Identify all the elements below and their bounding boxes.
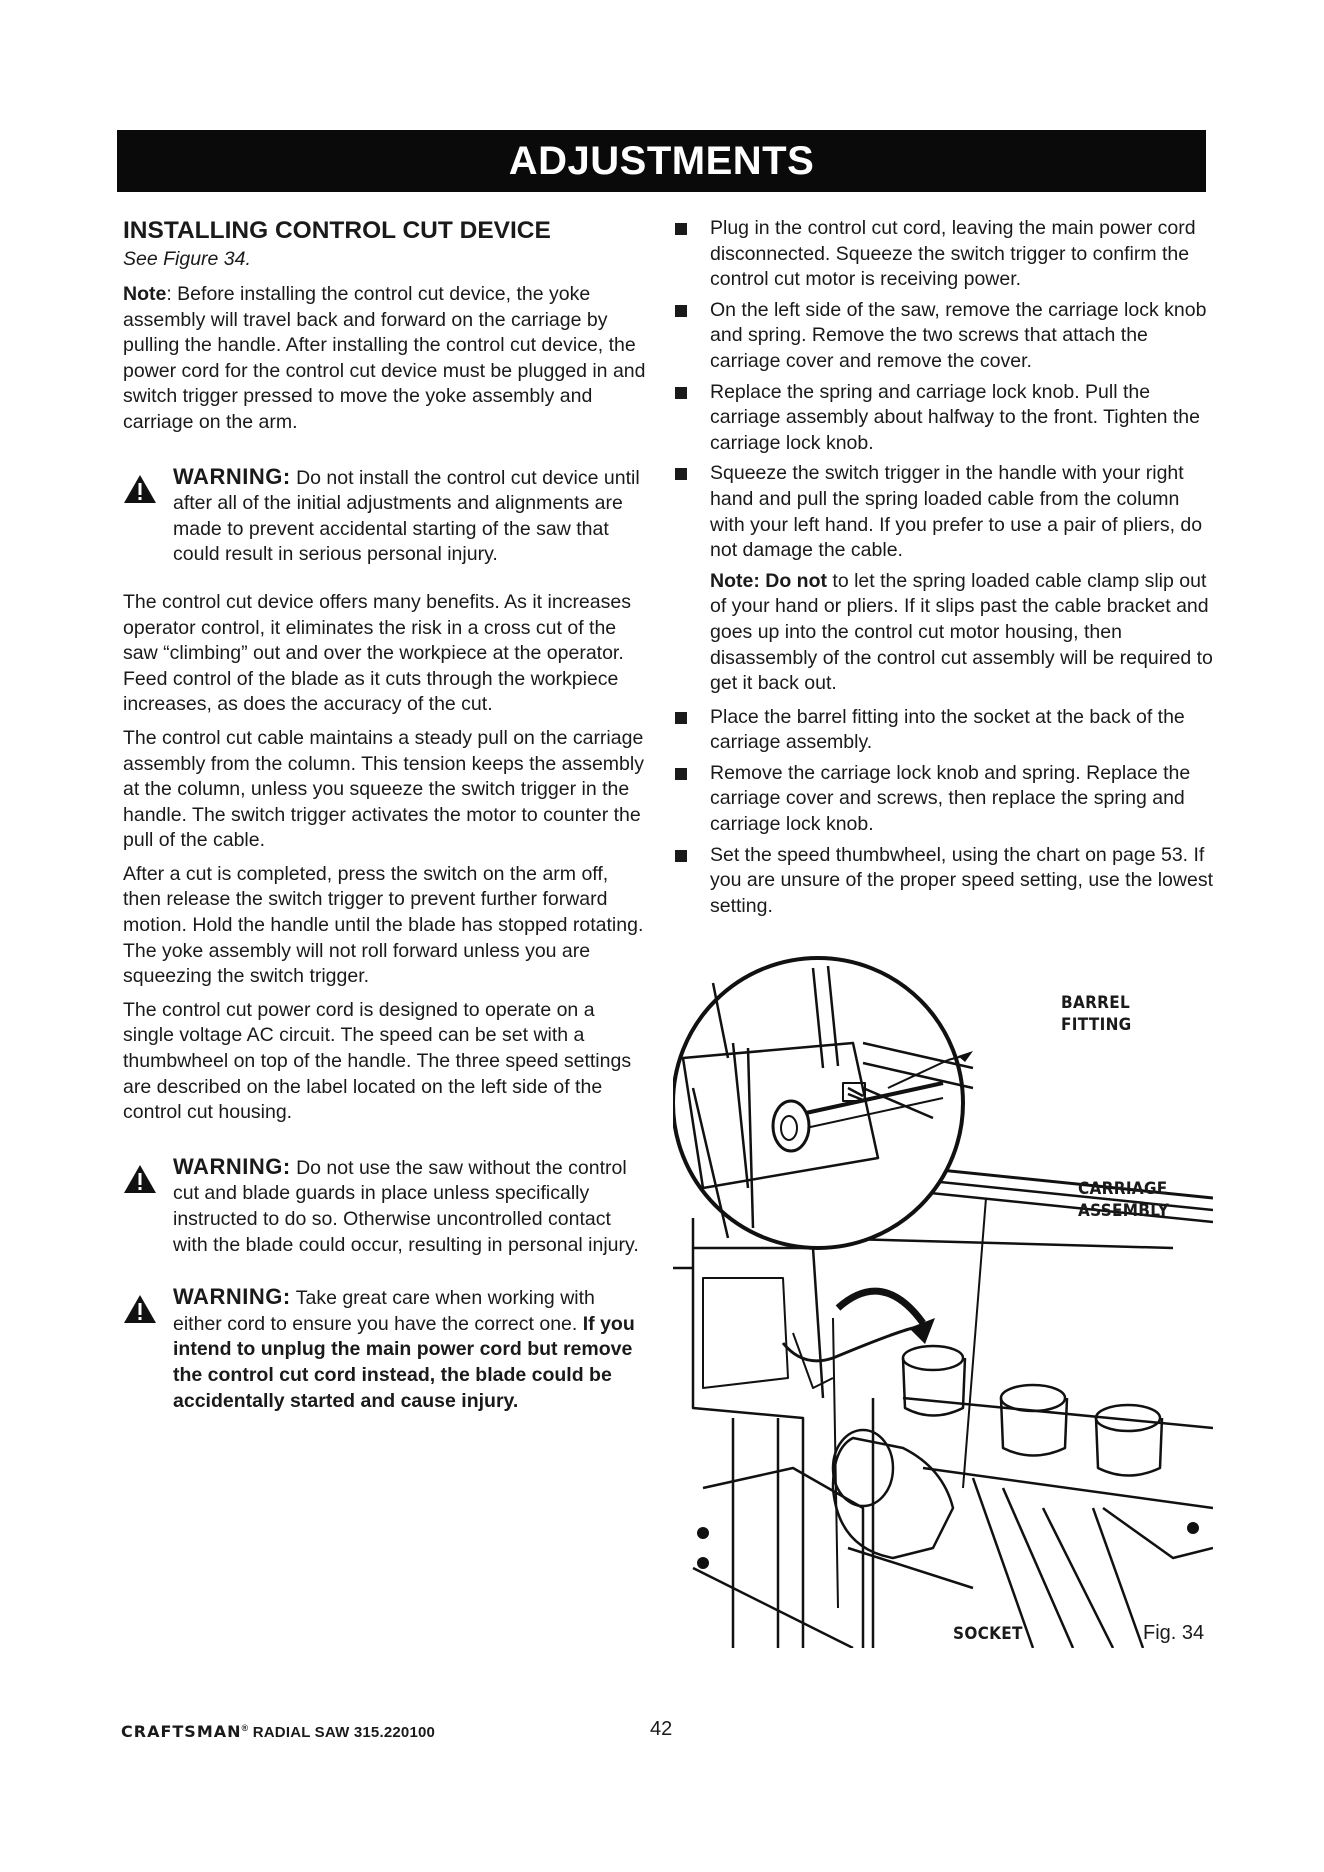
warning-label: WARNING: [173, 1153, 291, 1179]
list-item: Remove the carriage lock knob and spring. Replace the carriage cover and screws, then replace the spring and carriage lock knob. [673, 761, 1213, 838]
list-item: Set the speed thumbwheel, using the chart on page 53. If you are unsure of the proper speed setting, use the lowest setting. [673, 843, 1213, 920]
warning-label: WARNING: [173, 1284, 291, 1310]
list-item: Squeeze the switch trigger in the handle with your right hand and pull the spring loaded cable from the column with your left hand. If you prefer to use a pair of pliers, do not damage the cable. [673, 461, 1213, 563]
section-banner [117, 130, 1206, 192]
bullet-square-icon [675, 468, 687, 480]
socket-label: SOCKET [953, 1624, 1023, 1644]
instruction-list-continued [673, 705, 1213, 920]
bullet-square-icon [675, 712, 687, 724]
warning-bold-text: If you intend to unplug the main power cord but remove the control cut cord instead, the blade could be accidentally started and cause injury. [173, 1312, 635, 1412]
section-title: INSTALLING CONTROL CUT DEVICE [123, 217, 551, 244]
left-column [123, 216, 648, 1436]
craftsman-logo: CRAFTSMAN [121, 1722, 242, 1741]
paragraph: The control cut cable maintains a steady pull on the carriage assembly from the column. This tension keeps the assembly at the column, unless you squeeze the switch trigger in the handle. The switch trigger activates the motor to counter the pull of the cable. [123, 726, 644, 852]
bullet-square-icon [675, 387, 687, 399]
page-number: 42 [650, 1718, 673, 1740]
note-text: : Before installing the control cut device, the yoke assembly will travel back and forward on the carriage by pulling the handle. After installing the control cut device, the power cord for the control cut device must be plugged in and switch trigger pressed to move the yoke assembly and carriage on the arm. [123, 283, 646, 433]
warning-block-3 [123, 1284, 648, 1414]
instruction-list [673, 216, 1213, 564]
bullet-square-icon [675, 850, 687, 862]
list-item: Plug in the control cut cord, leaving the main power cord disconnected. Squeeze the switch trigger to confirm the control cut motor is receiving power. [673, 216, 1213, 293]
list-item: Place the barrel fitting into the socket at the back of the carriage assembly. [673, 705, 1213, 756]
figure-number: Fig. 34 [1143, 1622, 1205, 1644]
warning-block-1 [123, 464, 648, 568]
warning-text: Take great care when working with either cord to ensure you have the correct one. [173, 1287, 595, 1335]
warning-text: Do not install the control cut device until after all of the initial adjustments and alignments are made to prevent accidental starting of the saw that could result in serious personal injury. [173, 466, 640, 566]
paragraph: The control cut power cord is designed to operate on a single voltage AC circuit. The speed can be set with a thumbwheel on top of the handle. The three speed settings are described on the label located on the left side of the control cut housing. [123, 998, 632, 1124]
warning-label: WARNING: [173, 463, 291, 489]
footer-product: CRAFTSMAN® RADIAL SAW 315.220100 [121, 1722, 436, 1741]
figure-reference: See Figure 34. [123, 248, 251, 270]
list-item: Replace the spring and carriage lock knob. Pull the carriage assembly about halfway to the front. Tighten the carriage lock knob. [673, 380, 1213, 457]
intro-note [123, 282, 648, 436]
warning-triangle-icon [123, 1294, 157, 1324]
bullet-square-icon [675, 305, 687, 317]
note-label: Note [123, 283, 167, 305]
warning-text: Do not use the saw without the control cut and blade guards in place unless specifically instructed to do so. Otherwise uncontrolled contact with the blade could occur, resulting in personal injury. [173, 1156, 639, 1256]
warning-block-2 [123, 1154, 648, 1258]
warning-triangle-icon [123, 1164, 157, 1194]
list-item: On the left side of the saw, remove the carriage lock knob and spring. Remove the two screws that attach the carriage cover and remove the cover. [673, 298, 1213, 375]
figure-34 [673, 948, 1213, 1648]
paragraph: The control cut device offers many benefits. As it increases operator control, it eliminates the risk in a cross cut of the saw “climbing” out and over the workpiece at the operator. Feed control of the blade as it cuts through the workpiece increases, as does the accuracy of the cut. [123, 590, 631, 716]
saw-carriage-illustration [673, 948, 1213, 1648]
cable-note [673, 569, 1213, 697]
bullet-square-icon [675, 223, 687, 235]
note-text: to let the spring loaded cable clamp slip out of your hand or pliers. If it slips past the cable bracket and goes up into the control cut motor housing, then disassembly of the control cut assembly will be required to get it back out. [710, 569, 1213, 695]
banner-title: ADJUSTMENTS [508, 138, 815, 183]
paragraph: After a cut is completed, press the switch on the arm off, then release the switch trigger to prevent further forward motion. Hold the handle until the blade has stopped rotating. The yoke assembly will not roll forward unless you are squeezing the switch trigger. [123, 862, 644, 988]
warning-triangle-icon [123, 474, 157, 504]
carriage-assembly-label: CARRIAGE ASSEMBLY [1078, 1179, 1170, 1221]
product-name: RADIAL SAW 315.220100 [248, 1724, 436, 1741]
note-label: Note: Do not [710, 569, 827, 592]
barrel-fitting-label: BARREL FITTING [1061, 993, 1132, 1035]
bullet-square-icon [675, 768, 687, 780]
right-column [673, 216, 1213, 924]
